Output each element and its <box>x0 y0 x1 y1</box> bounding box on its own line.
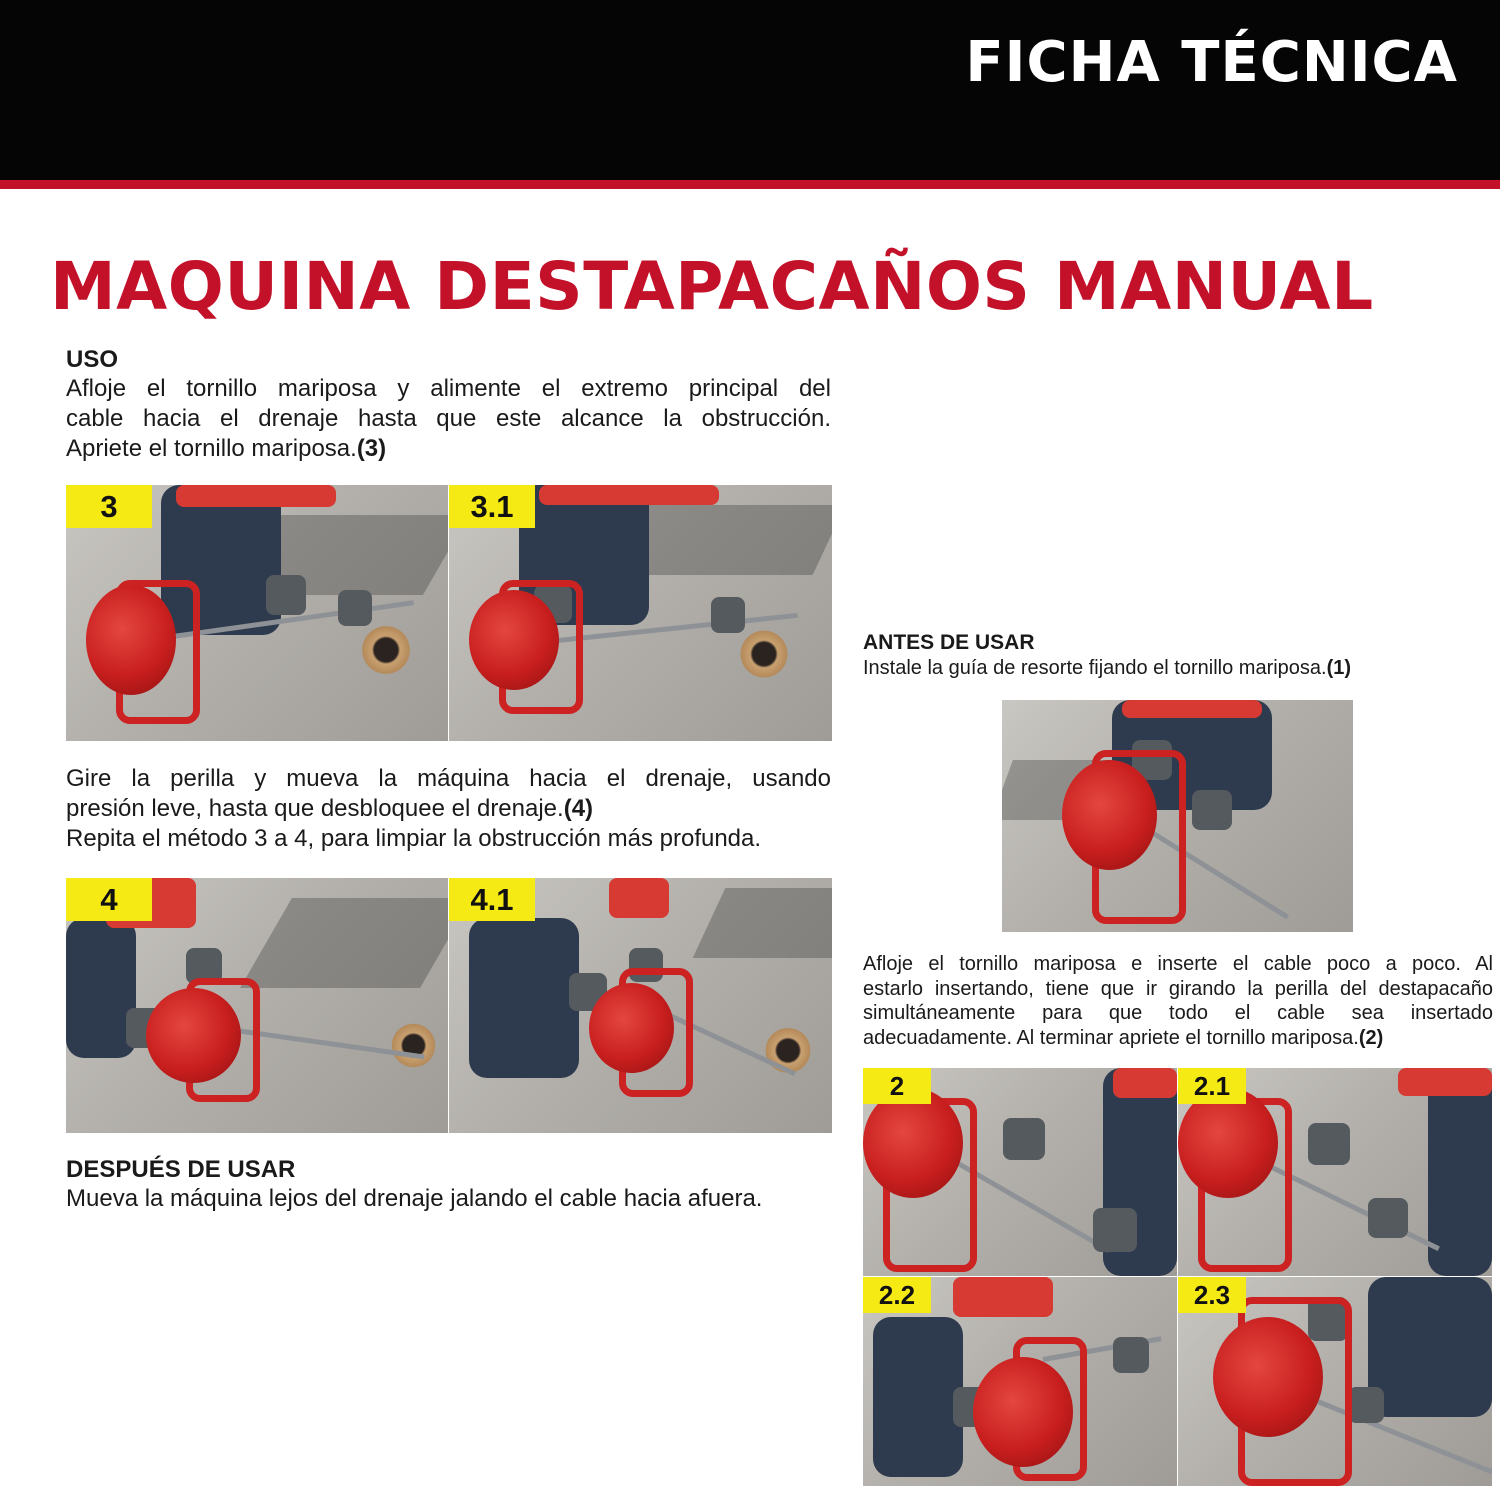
despues-text: Mueva la máquina lejos del drenaje jalando el cable hacia afuera. <box>66 1185 763 1212</box>
photo-step-4-1 <box>449 878 832 1133</box>
uso-line-3-text: Apriete el tornillo mariposa. <box>66 435 357 462</box>
header-bar <box>0 0 1500 180</box>
gire-line-3: Repita el método 3 a 4, para limpiar la obstrucción más profunda. <box>66 825 762 852</box>
gire-ref: (4) <box>563 795 594 822</box>
badge-2-3: 2.3 <box>1178 1277 1246 1313</box>
antes-paragraph <box>863 656 1483 681</box>
uso-line-3 <box>66 434 831 464</box>
main-title: MAQUINA DESTAPACAÑOS MANUAL <box>50 248 1374 325</box>
uso-line-1: Afloje el tornillo mariposa y alimente el extremo principal del <box>66 375 831 402</box>
header-red-stripe <box>0 180 1500 189</box>
gire-line-2-text: presión leve, hasta que desbloquee el drenaje. <box>66 795 564 822</box>
photo-step-2-1 <box>1178 1068 1492 1276</box>
badge-3-1: 3.1 <box>449 485 535 528</box>
afloje-line-1: Afloje el tornillo mariposa e inserte el cable poco a poco. Al <box>863 953 1493 975</box>
gire-line-2 <box>66 794 831 824</box>
photo-step-4 <box>66 878 448 1133</box>
antes-text: Instale la guía de resorte fijando el tornillo mariposa. <box>863 657 1327 679</box>
photo-step-1 <box>1002 700 1353 932</box>
afloje-line-3: simultáneamente para que todo el cable sea insertado <box>863 1002 1493 1024</box>
badge-2-1: 2.1 <box>1178 1068 1246 1104</box>
badge-4: 4 <box>66 878 152 921</box>
antes-ref: (1) <box>1326 657 1352 679</box>
badge-2: 2 <box>863 1068 931 1104</box>
header-title: FICHA TÉCNICA <box>965 30 1458 95</box>
photo-step-3-1 <box>449 485 832 741</box>
uso-heading: USO <box>66 346 119 373</box>
gire-paragraph <box>66 764 831 854</box>
gire-line-1: Gire la perilla y mueva la máquina hacia el drenaje, usando <box>66 765 831 792</box>
afloje-line-4 <box>863 1026 1493 1051</box>
afloje-line-2: estarlo insertando, tiene que ir girando la perilla del destapacaño <box>863 977 1493 1000</box>
badge-4-1: 4.1 <box>449 878 535 921</box>
photo-step-3 <box>66 485 448 741</box>
badge-2-2: 2.2 <box>863 1277 931 1313</box>
afloje-line-4-text: adecuadamente. Al terminar apriete el tornillo mariposa. <box>863 1026 1359 1049</box>
uso-line-2: cable hacia el drenaje hasta que este alcance la obstrucción. <box>66 405 831 432</box>
despues-heading: DESPUÉS DE USAR <box>66 1156 296 1183</box>
badge-3: 3 <box>66 485 152 528</box>
afloje-ref: (2) <box>1358 1026 1384 1049</box>
uso-ref: (3) <box>356 435 387 462</box>
uso-paragraph <box>66 374 831 464</box>
antes-heading: ANTES DE USAR <box>863 631 1035 654</box>
photo-step-2 <box>863 1068 1177 1276</box>
photo-step-2-3 <box>1178 1277 1492 1486</box>
photo-step-2-2 <box>863 1277 1177 1486</box>
afloje-paragraph <box>863 952 1493 1050</box>
